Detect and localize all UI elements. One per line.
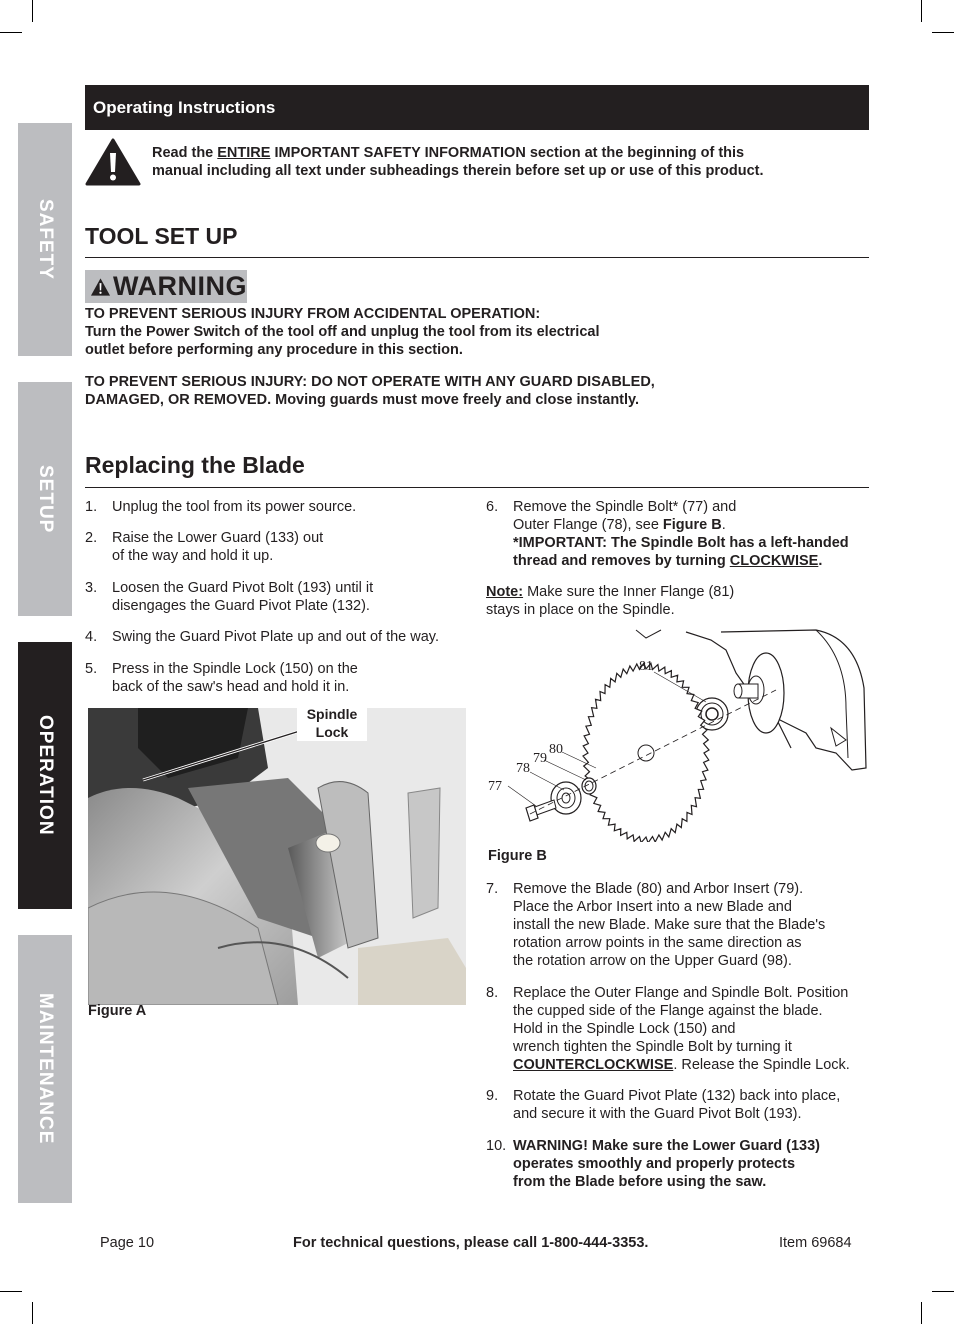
crop-mark (32, 0, 33, 22)
crop-mark (921, 0, 922, 22)
part-number-77: 77 (488, 779, 502, 794)
crop-mark (932, 32, 954, 33)
side-tab-operation[interactable]: OPERATION (18, 642, 72, 909)
figure-b-diagram (486, 628, 868, 842)
side-tab-maintenance[interactable]: MAINTENANCE (18, 935, 72, 1203)
section-header: Operating Instructions (85, 85, 869, 130)
part-number-78: 78 (516, 761, 530, 776)
page-number: Page 10 (100, 1235, 155, 1251)
part-number-80: 80 (549, 742, 563, 757)
crop-mark (921, 1302, 922, 1324)
crop-mark (932, 1291, 954, 1292)
tech-support-line: For technical questions, please call 1-800-444-3353. (293, 1235, 649, 1251)
side-tab-safety[interactable]: SAFETY (18, 123, 72, 356)
warning-triangle-icon (90, 277, 111, 297)
tool-setup-heading: TOOL SET UP (85, 223, 238, 249)
side-tab-setup[interactable]: SETUP (18, 382, 72, 616)
warning-text-2: TO PREVENT SERIOUS INJURY: DO NOT OPERATE WITH ANY GUARD DISABLED, DAMAGED, OR REMOVED. Moving guards must move freely and close instantly. (85, 374, 655, 408)
section-title: Replacing the Blade (85, 452, 305, 478)
note: Note: Make sure the Inner Flange (81) stays in place on the Spindle. (486, 584, 735, 618)
crop-mark (0, 1291, 22, 1292)
warning-triangle-icon (85, 138, 141, 186)
safety-notice: Read the ENTIRE IMPORTANT SAFETY INFORMATION section at the beginning of this manual including all text under subheadings therein before set up or use of this product. (152, 145, 764, 179)
crop-mark (0, 32, 22, 33)
figure-b-caption: Figure B (488, 848, 547, 864)
warning-label: WARNING (85, 270, 247, 303)
item-number: Item 69684 (779, 1235, 852, 1251)
divider (85, 257, 869, 258)
part-number-81: 81 (639, 659, 653, 674)
figure-a-photo (88, 708, 466, 1005)
figure-a-caption: Figure A (88, 1003, 147, 1019)
part-number-79: 79 (533, 751, 547, 766)
divider (85, 487, 869, 488)
crop-mark (32, 1302, 33, 1324)
warning-text-1: TO PREVENT SERIOUS INJURY FROM ACCIDENTAL OPERATION: Turn the Power Switch of the tool off and unplug the tool from its electrical outlet before performing any procedure in this section. (85, 306, 600, 358)
spindle-lock-callout: Spindle Lock (297, 705, 367, 741)
